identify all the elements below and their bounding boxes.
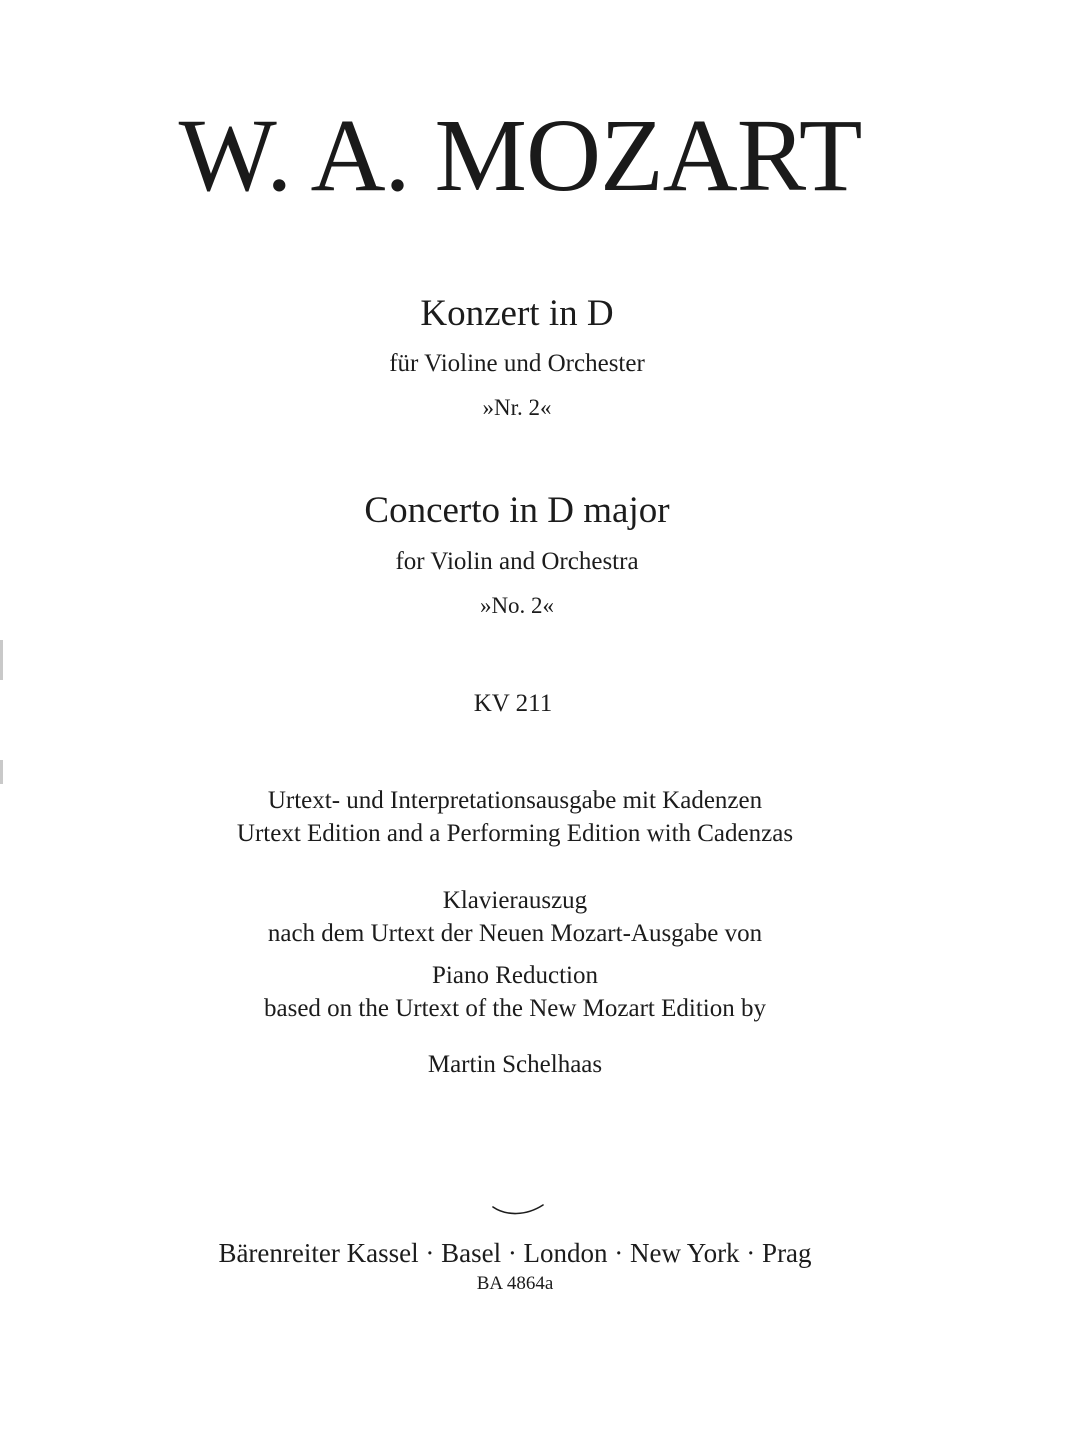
decorative-swash-icon [492, 1202, 544, 1218]
reduction-basis-german: nach dem Urtext der Neuen Mozart-Ausgabe von [267, 920, 763, 947]
scan-edge-mark [0, 760, 3, 784]
plate-number: BA 4864a [476, 1273, 554, 1294]
reduction-basis-english: based on the Urtext of the New Mozart Edition by [264, 995, 766, 1022]
work-title-german: Konzert in D [420, 293, 614, 334]
scan-edge-mark [0, 640, 3, 680]
edition-line-german: Urtext- und Interpretationsausgabe mit Kadenzen [267, 787, 763, 814]
editor-name: Martin Schelhaas [427, 1051, 603, 1078]
composer-name: W. A. MOZART [178, 98, 862, 213]
reduction-title-english: Piano Reduction [432, 962, 598, 989]
edition-line-english: Urtext Edition and a Performing Edition with Cadenzas [236, 820, 794, 847]
publisher-cities: Bärenreiter Kassel · Basel · London · New York · Prag [218, 1238, 812, 1268]
koechel-catalog-number: KV 211 [473, 690, 553, 717]
reduction-title-german: Klavierauszug [442, 887, 588, 914]
work-title-english: Concerto in D major [364, 490, 670, 531]
work-number-english: »No. 2« [479, 593, 555, 618]
work-subtitle-english: for Violin and Orchestra [395, 548, 639, 575]
work-subtitle-german: für Violine und Orchester [389, 350, 645, 377]
work-number-german: »Nr. 2« [482, 395, 552, 420]
